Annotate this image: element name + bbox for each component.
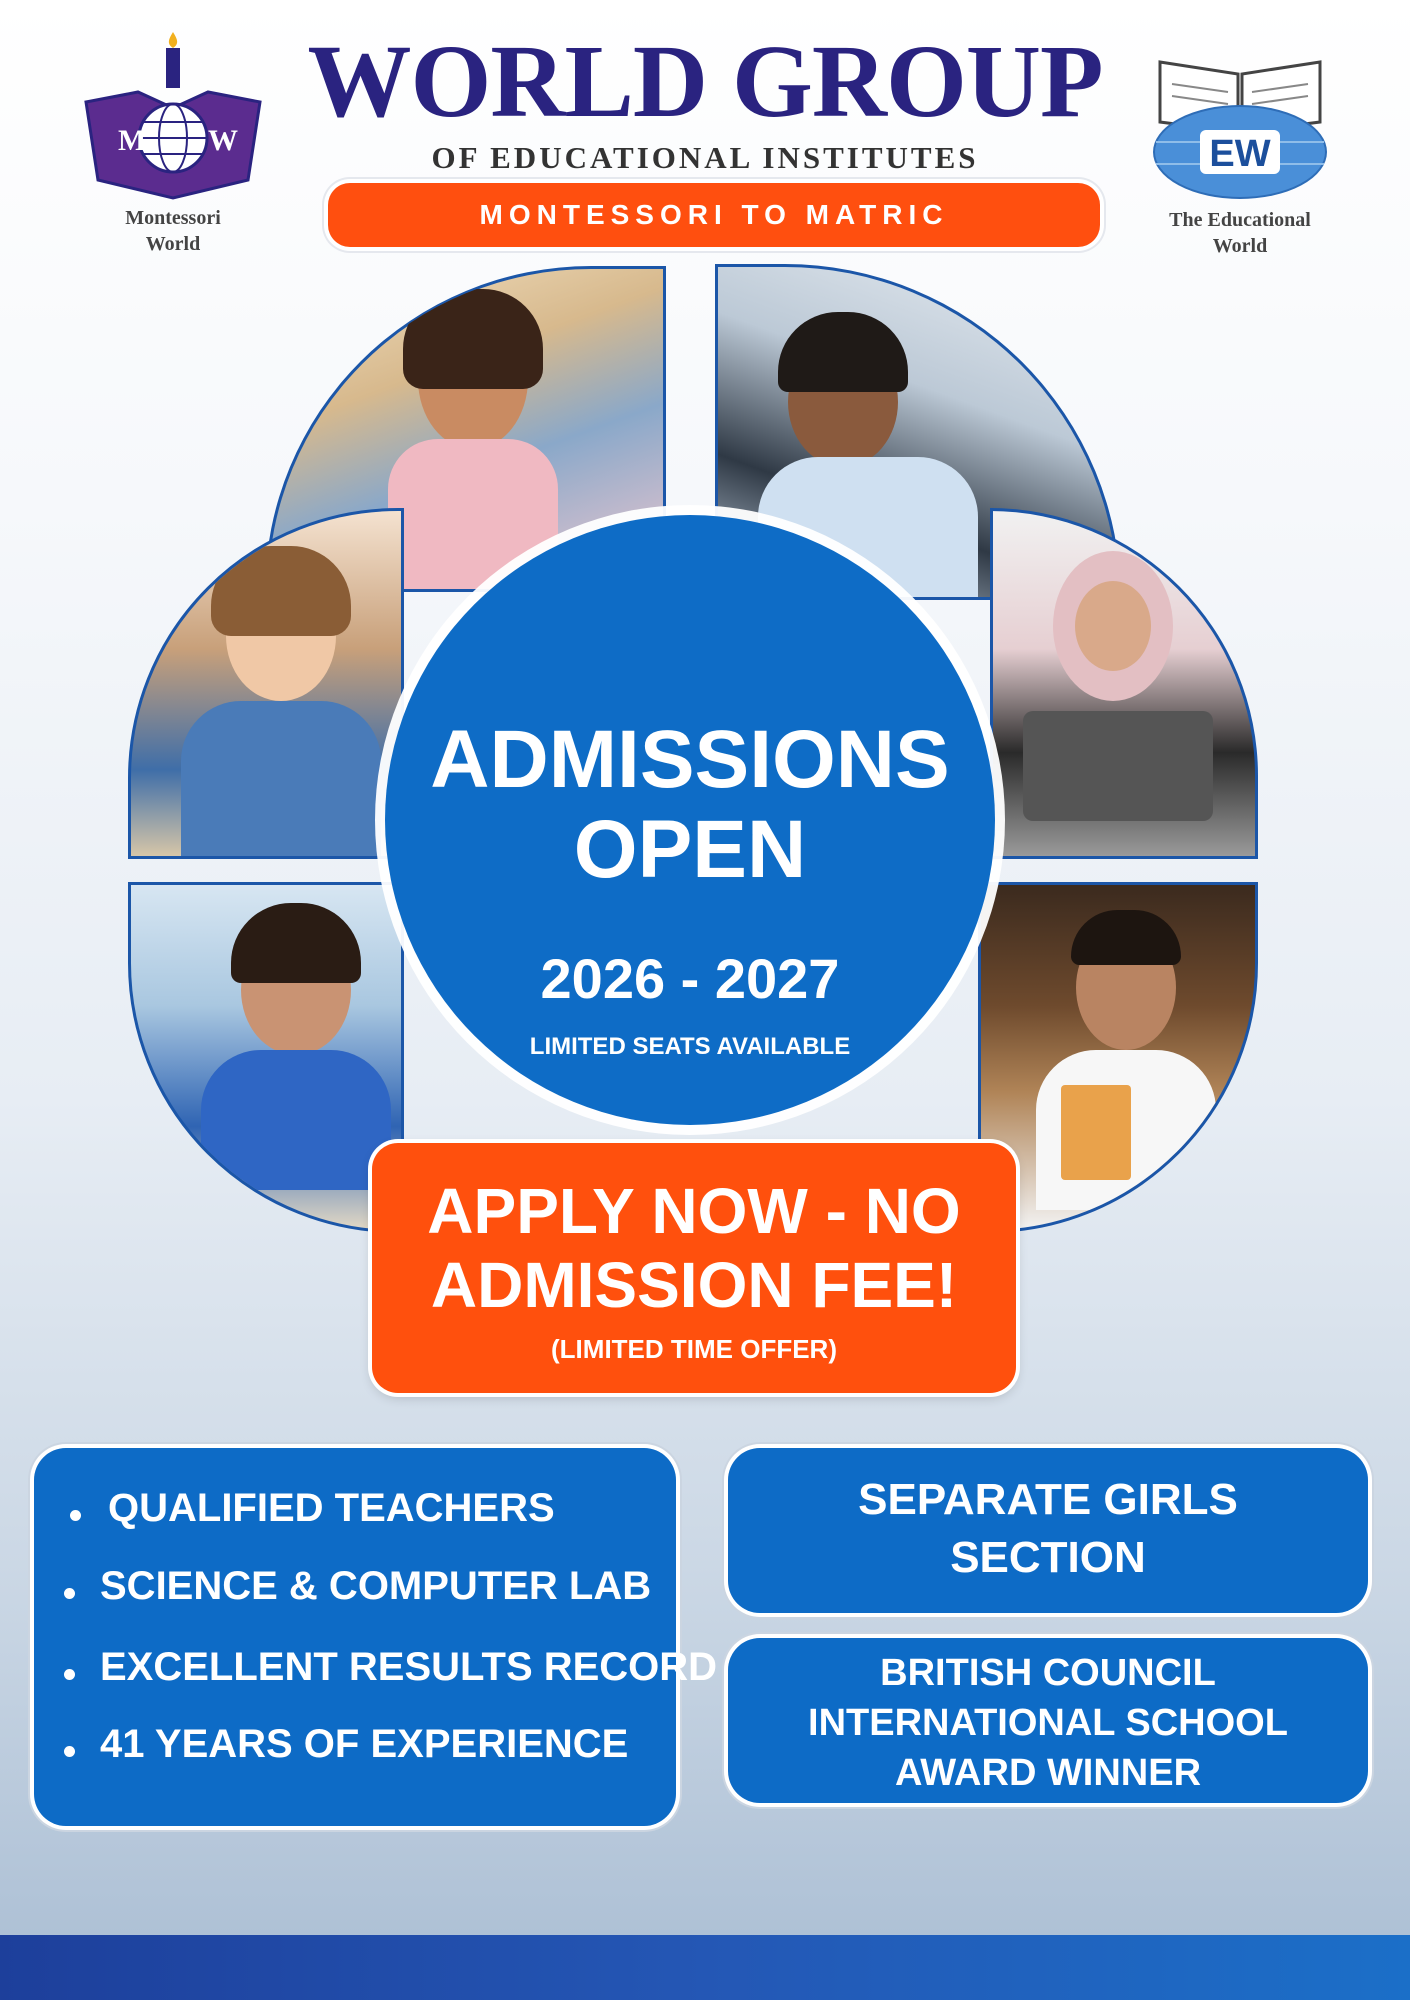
logo-right-caption-1: The Educational [1169, 209, 1311, 231]
brand-title: WORLD GROUP [307, 24, 1103, 139]
logo-letters-ew: EW [1209, 133, 1271, 175]
separate-girls-section-box [728, 1448, 1368, 1613]
photo-student-girl-laptop [990, 508, 1258, 859]
photo-student-boy-classroom [128, 882, 404, 1233]
bullet-icon [64, 1669, 75, 1680]
award-line-2: INTERNATIONAL SCHOOL [808, 1702, 1288, 1744]
bullet-icon [64, 1746, 75, 1757]
open-heading: OPEN [573, 804, 807, 895]
apply-now-banner [372, 1143, 1016, 1393]
brand-subtitle: OF EDUCATIONAL INSTITUTES [431, 140, 979, 175]
features-list-box [34, 1448, 718, 1826]
photo-student-girl-writing [128, 508, 404, 859]
limited-time-offer: (LIMITED TIME OFFER) [551, 1334, 837, 1364]
footer-bar [0, 1935, 1410, 2000]
award-line-1: BRITISH COUNCIL [880, 1652, 1216, 1694]
limited-seats-text: LIMITED SEATS AVAILABLE [529, 1033, 851, 1060]
admissions-heading: ADMISSIONS [430, 714, 950, 805]
feature-item: QUALIFIED TEACHERS [108, 1486, 555, 1530]
apply-now-line-2: ADMISSION FEE! [430, 1249, 958, 1321]
candle-globe-emblem-icon [78, 30, 268, 200]
tagline-ribbon: MONTESSORI TO MATRIC [328, 183, 1100, 247]
feature-item: SCIENCE & COMPUTER LAB [100, 1564, 652, 1608]
girls-section-line-1: SEPARATE GIRLS [858, 1475, 1238, 1524]
bullet-icon [64, 1588, 75, 1599]
british-council-award-box [728, 1638, 1368, 1803]
admissions-open-circle [385, 515, 995, 1125]
apply-now-line-1: APPLY NOW - NO [427, 1175, 961, 1247]
logo-right-caption-2: World [1212, 235, 1268, 257]
feature-item: 41 YEARS OF EXPERIENCE [100, 1722, 629, 1766]
bullet-icon [70, 1510, 81, 1521]
photo-student-boy-library [978, 882, 1258, 1233]
academic-year: 2026 - 2027 [540, 947, 840, 1010]
open-book-globe-emblem-icon [1140, 52, 1340, 202]
logo-left-caption-2: World [145, 233, 201, 255]
girls-section-line-2: SECTION [950, 1533, 1146, 1582]
feature-item: EXCELLENT RESULTS RECORD [100, 1645, 718, 1689]
logo-letter-w: W [208, 124, 238, 157]
logo-letter-m: M [118, 124, 147, 157]
educational-world-logo [1140, 52, 1340, 272]
logo-left-caption-1: Montessori [125, 207, 221, 229]
montessori-world-logo [78, 30, 268, 260]
award-line-3: AWARD WINNER [894, 1752, 1202, 1794]
